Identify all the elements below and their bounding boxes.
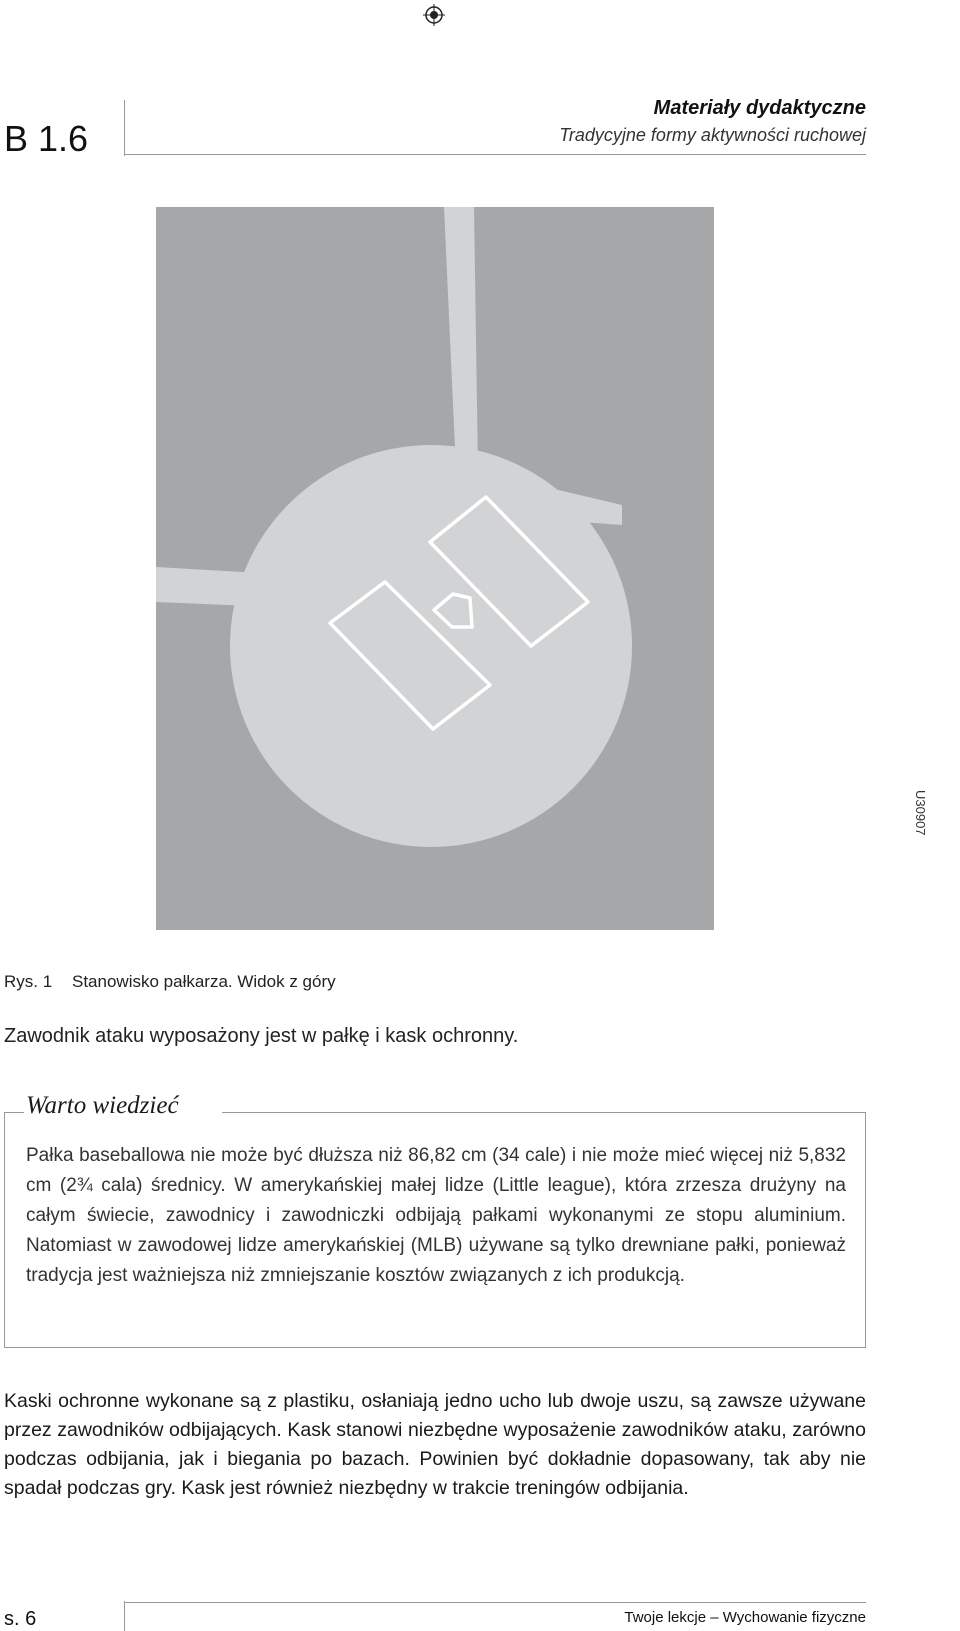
intro-text: Zawodnik ataku wyposażony jest w pałkę i kask ochronny. bbox=[4, 1025, 519, 1047]
info-box-border-top-right bbox=[222, 1112, 866, 1113]
footer-divider-vertical bbox=[124, 1601, 125, 1631]
info-box-title: Warto wiedzieć bbox=[26, 1092, 179, 1119]
header-title: Materiały dydaktyczne bbox=[653, 97, 866, 119]
footer-text: Twoje lekcje – Wychowanie fizyczne bbox=[624, 1609, 866, 1626]
footer-divider-horizontal bbox=[124, 1602, 866, 1603]
info-box-border-bottom bbox=[4, 1347, 866, 1348]
figure-caption-number: Rys. 1 bbox=[4, 972, 53, 991]
info-box-border-left bbox=[4, 1112, 5, 1348]
body-paragraph: Kaski ochronne wykonane są z plastiku, osłaniają jedno ucho lub dwoje uszu, są zawsze używane przez zawodników odbijających. Kask stanowi niezbędne wyposażenie zawodników ataku, zarówno podczas odbijania, jak i biegania po bazach. Powinien być dokładnie dopasowany, tak aby nie spadał podczas gry. Kask jest również niezbędny w trakcie treningów odbijania. bbox=[4, 1390, 866, 1499]
figure-caption-text: Stanowisko pałkarza. Widok z góry bbox=[72, 972, 336, 991]
header-subtitle: Tradycyjne formy aktywności ruchowej bbox=[559, 125, 866, 145]
header-divider-vertical bbox=[124, 100, 125, 156]
page-number: s. 6 bbox=[4, 1608, 37, 1630]
side-code: U30907 bbox=[913, 790, 928, 836]
info-box-border-top-left bbox=[4, 1112, 24, 1113]
section-code: B 1.6 bbox=[4, 118, 89, 159]
info-box-text: Pałka baseballowa nie może być dłuższa niż 86,82 cm (34 cale) i nie może mieć więcej niż 5,832 cm (2¾ cala) średnicy. W amerykańskiej małej lidze (Little league), która zrzesza drużyny na całym świecie, zawodnicy i zawodniczki odbijają pałkami wykonanymi ze stopu aluminium. Natomiast w zawodowej lidze amerykańskiej (MLB) używane są tylko drewniane pałki, ponieważ tradycja jest ważniejsza niż zmniejszanie kosztów związanych z ich produkcją. bbox=[26, 1145, 846, 1286]
batter-box-figure bbox=[156, 207, 714, 930]
registration-mark-icon bbox=[423, 4, 445, 26]
header-divider-horizontal bbox=[124, 154, 866, 155]
info-box-border-right bbox=[865, 1112, 866, 1348]
